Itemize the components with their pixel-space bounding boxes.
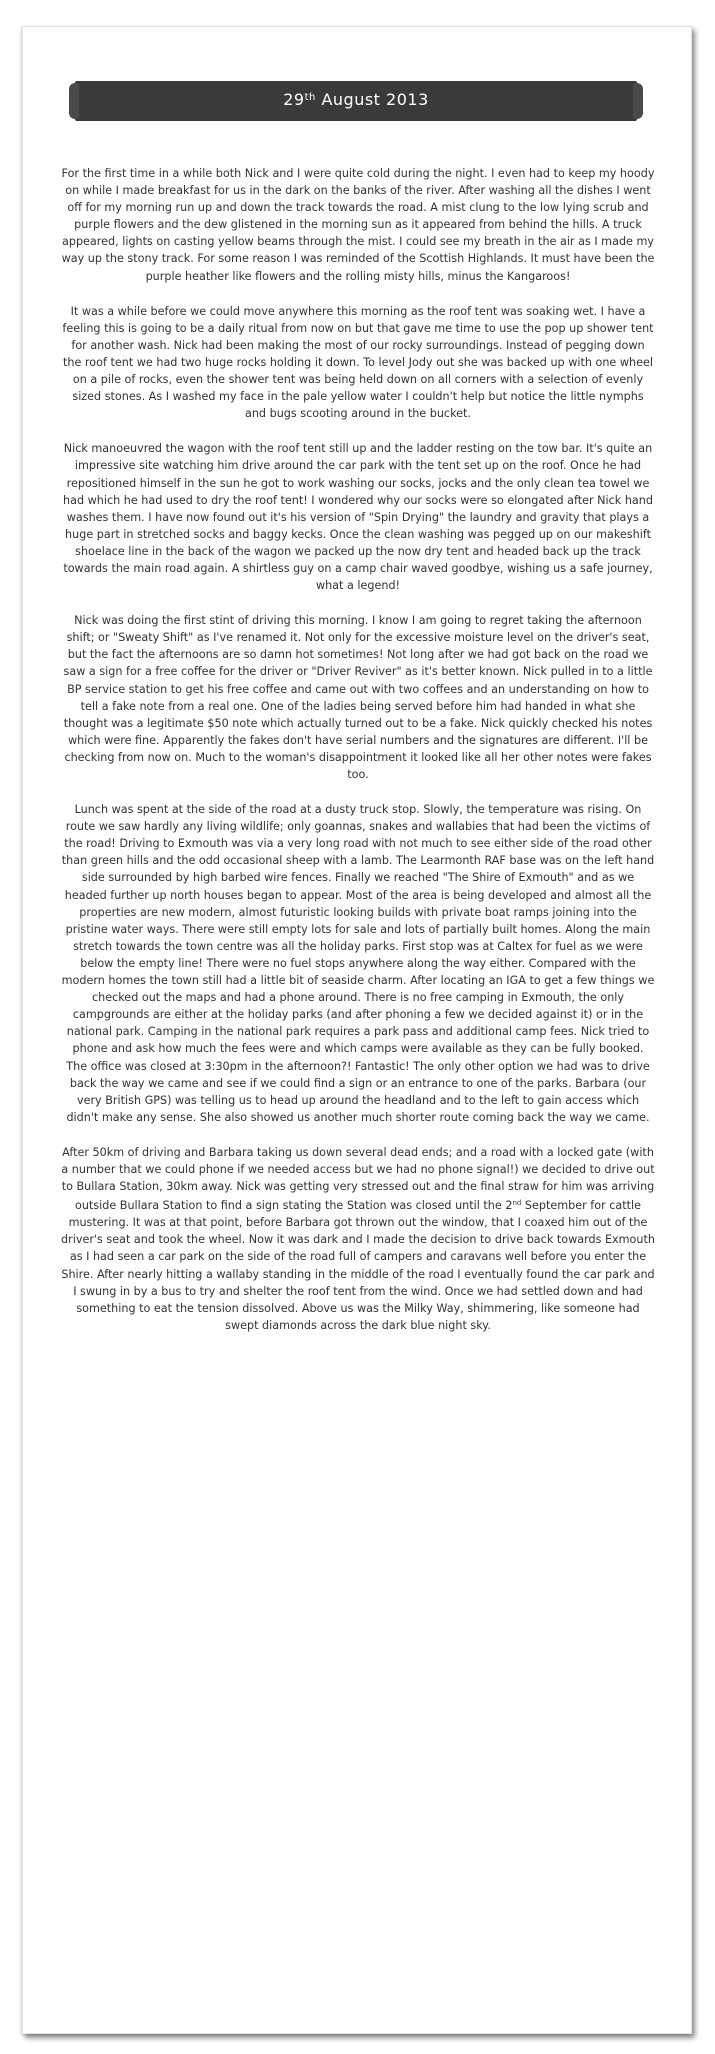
- paragraph-2: It was a while before we could move anywhere this morning as the roof tent was soaking wet. I have a feeling this is going to be a daily ritual from now on but that gave me time to use the pop up shower tent for another wash. Nick had been making the most of our rocky surroundings. Instead of pegging down the roof tent we had two huge rocks holding it down. To level Jody out she was backed up with one wheel on a pile of rocks, even the shower tent was being held down on all corners with a selection of evenly sized stones. As I washed my face in the pale yellow water I couldn't help but notice the little nymphs and bugs scooting around in the bucket.: [62, 304, 654, 421]
- date-banner: [75, 81, 637, 121]
- paragraph-1: For the first time in a while both Nick and I were quite cold during the night. I even had to keep my hoody on while I made breakfast for us in the dark on the banks of the river. After washing all the dishes I went off for my morning run up and down the track towards the road. A mist clung to the low lying scrub and purple flowers and the dew glistened in the morning sun as it appeared from behind the hills. A truck appeared, lights on casting yellow beams through the mist. I could see my breath in the air as I made my way up the stony track. For some reason I was reminded of the Scottish Highlands. It must have been the purple heather like flowers and the rolling misty hills, minus the Kangaroos!: [61, 167, 655, 283]
- paragraph-6-part-a: After 50km of driving and Barbara taking us down several dead ends; and a road with a locked gate (with a number that we could phone if we needed access but we had no phone signal!) we decided to drive out to Bullara Station, 30km away. Nick was getting very stressed out and the final straw for him was arriving outside Bullara Station to find a sign stating the Station was closed until the 2: [61, 1145, 655, 1213]
- paragraph-3: Nick manoeuvred the wagon with the roof tent still up and the ladder resting on the tow bar. It's quite an impressive site watching him drive around the car park with the tent set up on the roof. Once he had repositioned himself in the sun he got to work washing our socks, jocks and the only clean tea towel we had which he had used to dry the roof tent! I wondered why our socks were so elongated after Nick hand washes them. I have now found out it's his version of "Spin Drying" the laundry and gravity that plays a huge part in stretched socks and baggy kecks. Once the clean washing was pegged up on our makeshift shoelace line in the back of the wagon we packed up the now dry tent and headed back up the track towards the main road again. A shirtless guy on a camp chair waved goodbye, wishing us a safe journey, what a legend!: [63, 442, 653, 593]
- date-suffix: th: [304, 92, 316, 103]
- paragraph-6-ordinal: nd: [512, 1199, 522, 1208]
- entry-date: [75, 90, 637, 109]
- journal-page: [22, 26, 692, 2034]
- journal-body: [61, 165, 655, 1352]
- date-day: 29: [283, 90, 305, 109]
- date-rest: August 2013: [315, 90, 429, 109]
- paragraph-4: Nick was doing the first stint of driving this morning. I know I am going to regret taking the afternoon shift; or "Sweaty Shift" as I've renamed it. Not only for the excessive moisture level on the driver's seat, but the fact the afternoons are so damn hot sometimes! Not long after we had got back on the road we saw a sign for a free coffee for the driver or "Driver Reviver" as it's better known. Nick pulled in to a little BP service station to get his free coffee and came out with two coffees and an understanding on how to tell a fake note from a real one. One of the ladies being served before him had handed in what she thought was a legitimate $50 note which actually turned out to be a fake. Nick quickly checked his notes which were fine. Apparently the fakes don't have serial numbers and the signatures are different. I'll be checking from now on. Much to the woman's disappointment it looked like all her other notes were fakes too.: [63, 614, 653, 781]
- paragraph-6-part-b: September for cattle mustering. It was at that point, before Barbara got thrown out the window, that I coaxed him out of the driver's seat and took the wheel. Now it was dark and I made the decision to drive back towards Exmouth as I had seen a car park on the side of the road full of campers and caravans well before you enter the Shire. After nearly hitting a wallaby standing in the middle of the road I eventually found the car park and I swung in by a bus to try and shelter the roof tent from the wind. Once we had settled down and had something to eat the tension dissolved. Above us was the Milky Way, shimmering, like someone had swept diamonds across the dark blue night sky.: [61, 1199, 655, 1332]
- paragraph-6: [61, 1144, 655, 1334]
- paragraph-5: Lunch was spent at the side of the road at a dusty truck stop. Slowly, the temperature was rising. On route we saw hardly any living wildlife; only goannas, snakes and wallabies that had been the victims of the road! Driving to Exmouth was via a very long road with not much to see either side of the road other than green hills and the odd occasional sheep with a lamb. The Learmonth RAF base was on the left hand side surrounded by high barbed wire fences. Finally we reached "The Shire of Exmouth" and as we headed further up north houses began to appear. Most of the area is being developed and almost all the properties are new modern, almost futuristic looking builds with private boat ramps joining into the pristine water ways. There were still empty lots for sale and lots of partially built homes. Along the main stretch towards the town centre was all the holiday parks. First stop was at Caltex for fuel as we were below the empty line! There were no fuel stops anywhere along the way either. Compared with the modern homes the town still had a little bit of seaside charm. After locating an IGA to get a few things we checked out the maps and had a phone around. There is no free camping in Exmouth, the only campgrounds are either at the holiday parks (and after phoning a few we decided against it) or in the national park. Camping in the national park requires a park pass and additional camp fees. Nick tried to phone and ask how much the fees were and which camps were available as they can be fully booked. The office was closed at 3:30pm in the afternoon?! Fantastic! The only other option we had was to drive back the way we came and see if we could find a sign or an entrance to one of the parks. Barbara (our very British GPS) was telling us to head up around the headland and to the left to gain access which didn't make any sense. She also showed us another much shorter route coming back the way we came.: [61, 803, 655, 1124]
